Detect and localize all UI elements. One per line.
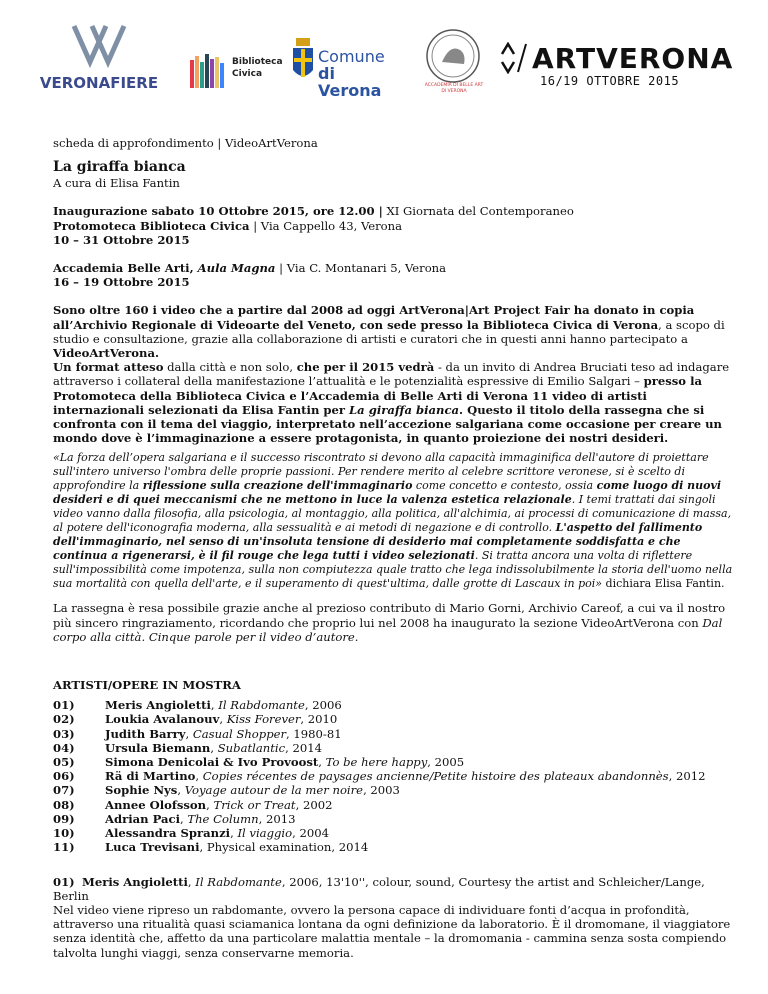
artist-entry: Sophie Nys, Voyage autour de la mer noire, 2003 [105,783,400,798]
artist-year: , 2003 [363,783,400,798]
inauguration-date: Inaugurazione sabato 10 Ottobre 2015, ore 12.00 | [53,204,383,219]
artist-work: Casual Shopper [192,726,287,741]
artist-row [53,698,733,712]
biblioteca-civica-wordmark [232,56,283,80]
artist-number: 02) [53,712,75,727]
artist-year: , 2006 [304,698,342,713]
venue-2-name: Accademia Belle Arti, [53,261,198,276]
venue-1 [53,219,733,233]
artist-number: 05) [53,755,75,770]
veronafiere-mark-icon [38,18,160,74]
venue-2-room: Aula Magna [197,261,276,276]
artist-year: , 2002 [295,797,333,812]
artist-row [53,712,733,726]
artist-row [53,783,733,797]
artist-work: Il Rabdomante [218,698,305,713]
artist-work: Trick or Treat [213,797,296,812]
quote-signature: dichiara Elisa Fantin. [602,577,725,591]
quote-text-4: . Si tratta ancora una volta di riflettere sull'impossibilità come impotenza, sulla non compiutezza quale tratto che lega indissolubilmente la storia dell'uomo nella sua mortalità con quella dell'arte, e il superamento di quest'ultima, dalle grotte di Lascaux in poi» [53,549,733,591]
artverona-dates: 16/19 OTTOBRE 2015 [540,74,680,88]
logo-header [0,0,768,110]
bookshelf-icon [190,54,228,88]
artist-work: Il viaggio [237,826,293,841]
artist-number: 07) [53,783,75,798]
intro-paragraph [53,303,733,360]
artist-row [53,769,733,783]
artist-row [53,812,733,826]
artist-number: 06) [53,769,75,784]
artist-name: Judith Barry [105,726,186,741]
dates-1: 10 – 31 Ottobre 2015 [53,232,190,247]
detail-work-title: Il Rabdomante [195,874,282,889]
artverona-logo [500,40,740,90]
artist-number: 04) [53,740,75,755]
accademia-belle-arti-logo [420,28,486,98]
format-bold-3: presso la Protomoteca della Biblioteca Civica e l’Accademia di Belle Arti di Verona 11 video di artisti internazionali selezionati da Elisa Fantin per [53,374,702,417]
artist-entry: Simona Denicolai & Ivo Provoost, To be here happy, 2005 [105,755,465,770]
artist-work: To be here happy [325,755,428,770]
artist-name: Simona Denicolai & Ivo Provoost [105,755,319,770]
artist-number: 01) [53,698,75,713]
artist-entry: Alessandra Spranzi, Il viaggio, 2004 [105,826,330,841]
artist-entry: Loukia Avalanouv, Kiss Forever, 2010 [105,712,338,727]
artist-name: Loukia Avalanouv [105,712,220,727]
artist-work: Physical examination [206,840,332,855]
artists-heading [53,678,733,692]
inauguration-line [53,204,733,218]
thanks-text: La rassegna è resa possibile grazie anche al prezioso contributo di Mario Gorni, Archivio Careof, a cui va il nostro più sincero ringraziamento, ricordando che proprio lui nel 2008 ha inaugurato la sezione VideoArtVerona con [53,601,726,630]
comune-line: Comune [318,47,385,66]
artverona-wordmark: ARTVERONA [532,42,734,75]
civica-line: Civica [232,69,263,79]
artists-heading-text: ARTISTI/OPERE IN MOSTRA [53,678,241,693]
venue-2-dates [53,275,733,289]
format-text-2: - da un invito di Andrea Bruciati teso ad indagare attraverso i collateral della manifestazione l’attualità e le potenzialità espressive di Emilio Salgari – [53,360,730,389]
artist-row [53,741,733,755]
quote-text-2: come concetto e contesto, ossia [412,479,597,493]
artist-entry: Judith Barry, Casual Shopper, 1980-81 [105,726,342,741]
artist-year: , 2014 [331,840,369,855]
format-text-1: dalla città e non solo, [163,360,297,375]
thanks-paragraph [53,601,733,644]
artist-year: , 1980-81 [286,726,342,741]
intro-bold-1: Sono oltre 160 i video che a partire dal 2008 ad oggi ArtVerona|Art Project Fair ha donato in copia all’Archivio Regionale di Videoarte del Veneto, con sede presso la Biblioteca Civica di Verona [53,303,695,332]
artist-year: , 2010 [300,712,338,727]
artverona-mark-icon [500,42,530,74]
venue-2-address: | Via C. Montanari 5, Verona [275,261,447,276]
verona-coat-of-arms-icon [290,36,316,86]
artist-entry: Rä di Martino, Copies récentes de paysages ancienne/Petite histoire des plateaux abandonnès, 2012 [105,769,706,784]
thanks-title: Dal corpo alla città. Cinque parole per il video d’autore. [53,615,723,644]
quote-bold-2: come luogo di nuovi desideri e di quei meccanismi che ne mettono in luce la valenza estetica relazionale [53,479,722,507]
artist-work: Voyage autour de la mer noire [184,783,364,798]
artist-work: The Column [187,811,259,826]
artist-name: Sophie Nys [105,783,178,798]
quote-text-3: . I temi trattati dai singoli video vanno dalla filosofia, alla psicologia, al montaggio, alla politica, all'alchimia, ai processi di comunicazione di massa, al potere dell'iconografia moderna, alla sessualità e ai metodi di negazione e di controllo. [53,493,732,535]
artist-name: Annee Olofsson [105,797,207,812]
format-bold-1: Un format atteso [53,360,164,375]
detail-number: 01) [53,874,75,889]
artists-list [53,698,733,854]
artist-year: , 2014 [285,740,322,755]
artist-name: Meris Angioletti [105,698,211,713]
artist-number: 10) [53,826,75,841]
artist-detail-heading: 01) Meris Angioletti, Il Rabdomante, 2006, 13'10'', colour, sound, Courtesy the artist and Schleicher/Lange, Berlin [53,874,705,903]
artist-name: Alessandra Spranzi [105,826,231,841]
artist-name: Luca Trevisani [105,840,200,855]
biblioteca-line: Biblioteca [232,57,283,67]
artist-detail-description: Nel video viene ripreso un rabdomante, ovvero la persona capace di individuare fonti d’acqua in profondità, attraverso una ritualità quasi sciamanica lontana da ogni definizione da laboratorio. È il dromomane, il viaggiatore senza identità che, affetto da una particolare malattia mentale – la dromomania - cammina senza sosta compiendo talvolta lunghi viaggi, senza conservarne memoria. [53,902,731,960]
document-body [53,136,733,960]
artist-number: 11) [53,840,75,855]
comune-di-verona-logo [290,36,400,100]
accademia-line: ACCADEMIA DI BELLE ART [424,83,484,88]
artist-year: , 2005 [427,755,465,770]
artist-number: 03) [53,726,75,741]
format-paragraph [53,360,733,445]
dates-2: 16 – 19 Ottobre 2015 [53,275,190,290]
exhibition-title: La giraffa bianca [53,159,186,176]
accademia-seal-icon [420,28,486,84]
venue-1-address: | Via Cappello 43, Verona [249,218,403,233]
biblioteca-civica-logo [190,50,290,90]
artist-row [53,826,733,840]
kicker: scheda di approfondimento | VideoArtVerona [53,136,318,150]
artist-work: Copies récentes de paysages ancienne/Petite histoire des plateaux abandonnès [202,769,669,784]
artist-entry: Ursula Biemann, Subatlantic, 2014 [105,740,322,755]
artist-entry: Luca Trevisani, Physical examination, 2014 [105,840,369,855]
artist-entry: Meris Angioletti, Il Rabdomante, 2006 [105,698,342,713]
curator-quote [53,451,733,591]
artist-row [53,840,733,854]
artist-entry: Adrian Paci, The Column, 2013 [105,811,296,826]
artist-name: Adrian Paci [105,811,180,826]
artist-row [53,727,733,741]
intro-bold-2: VideoArtVerona. [53,346,159,361]
detail-credits: , 2006, 13'10'', colour, sound, Courtesy the artist and Schleicher/Lange, Berlin [53,874,705,903]
di-verona-accademia-line: DI VERONA [441,89,467,94]
quote-bold-3: L'aspetto del fallimento dell'immaginario, nel senso di un'insoluta tensione di desiderio mai completamente soddisfatta e che continua a rigenerarsi, è il fil rouge che lega tutti i video selezionati [53,521,703,563]
curator-line: A cura di Elisa Fantin [53,176,180,191]
detail-artist-name: Meris Angioletti [82,874,188,889]
artist-row [53,798,733,812]
veronafiere-logo [38,18,160,94]
format-bold-2: che per il 2015 vedrà [296,360,435,375]
quote-bold-1: riflessione sulla creazione dell'immaginario [142,479,413,493]
venue-1-name: Protomoteca Biblioteca Civica [53,218,250,233]
inauguration-event: XI Giornata del Contemporaneo [382,204,574,219]
artist-year: , 2004 [292,826,330,841]
venue-1-dates [53,233,733,247]
artist-year: , 2013 [258,811,296,826]
artist-work: Subatlantic [217,740,286,755]
artist-name: Ursula Biemann [105,740,211,755]
format-bold-4: . Questo il titolo della rassegna che si confronta con il tema del viaggio, interpretato nell’accezione salgariana come occasione per creare un mondo dove è l’immaginazione a essere protagonista, in quanto proiezione dei nostri desideri. [53,402,722,446]
artist-entry: Annee Olofsson, Trick or Treat, 2002 [105,797,333,812]
format-title-italic: La giraffa bianca [349,402,460,417]
di-verona-line: di Verona [318,64,382,100]
venue-2 [53,261,733,275]
veronafiere-wordmark: VERONAFIERE [39,74,159,92]
quote-text-1: «La forza dell’opera salgariana e il successo riscontrato si devono alla capacità immaginifica dell'autore di proiettare sull'intero universo l'ombra delle proprie passioni. Per rendere merito al celebre scrittore veronese, si è scelto di approfondire la [53,451,709,493]
artist-number: 08) [53,797,75,812]
artist-row [53,755,733,769]
comune-wordmark [318,48,400,99]
intro-text-1: , a scopo di studio e consultazione, grazie alla collaborazione di artisti e curatori che in questi anni hanno partecipato a [53,317,725,346]
artist-year: , 2012 [668,769,706,784]
artist-number: 09) [53,811,75,826]
artist-work: Kiss Forever [226,712,301,727]
artist-name: Rä di Martino [105,769,196,784]
accademia-wordmark [414,83,494,95]
